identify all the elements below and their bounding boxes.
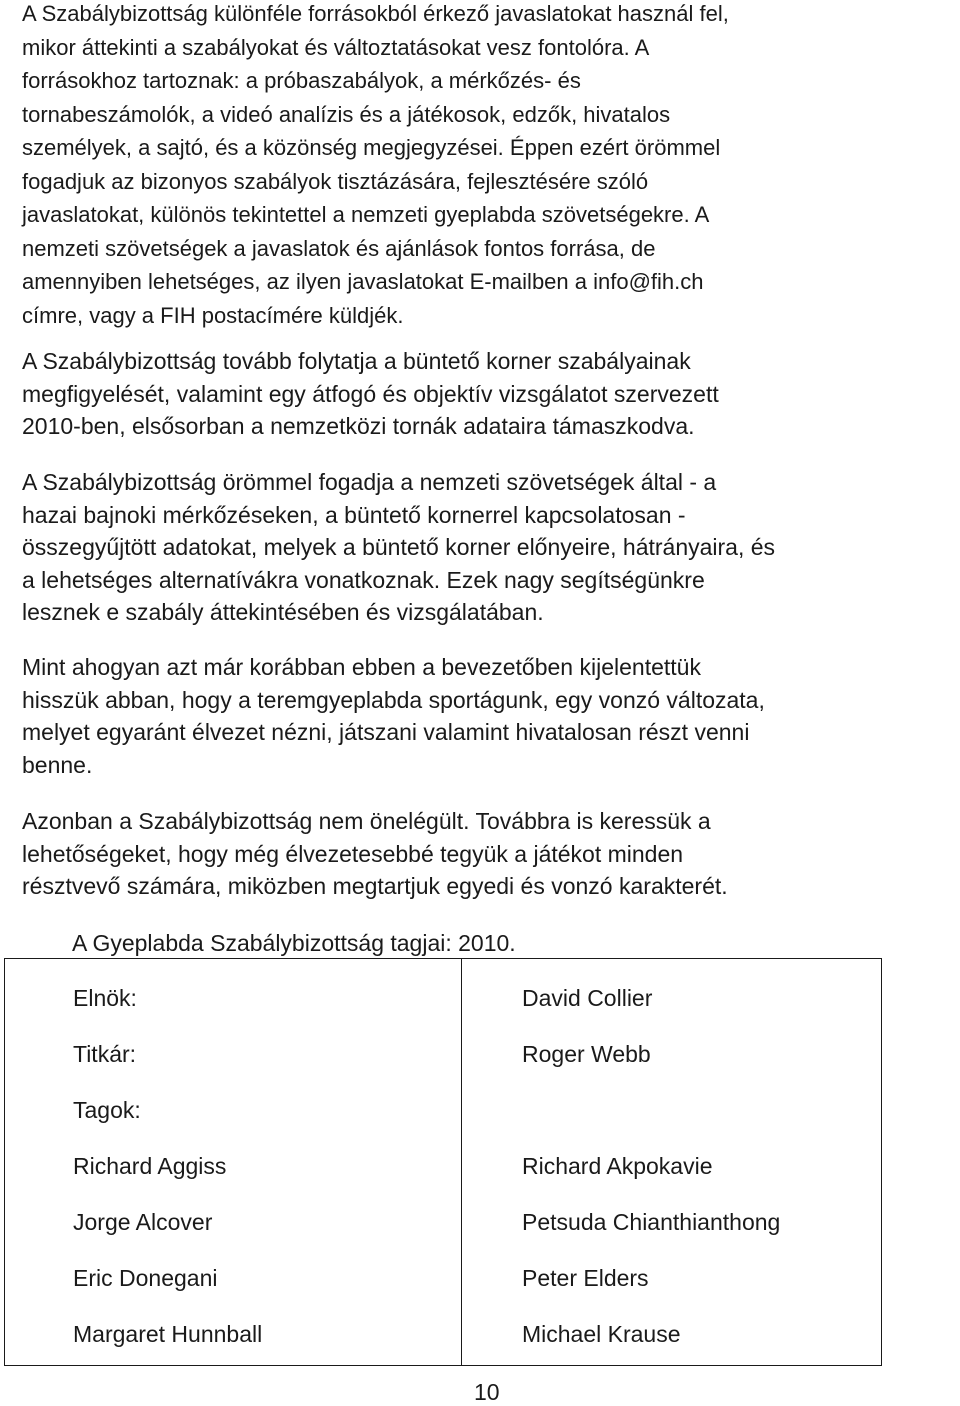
member-name: Peter Elders — [522, 1265, 649, 1291]
paragraph-suggestions-sources: A Szabálybizottság különféle forrásokból érkező javaslatokat használ fel, mikor áttekinti a szabályokat és változtatásokat vesz fontolóra. A forrásokhoz tartoznak: a próbaszabályok, a mérkőzés- és tornabeszámolók, a videó analízis és a játékosok, edzők, hivatalos személyek, a sajtó, és a közönség megjegyzései. Éppen ezért örömmel fogadjuk az bizonyos szabályok tisztázására, fejlesztésére szóló javaslatokat, különös tekintettel a nemzeti gyeplabda szövetségekre. A nemzeti szövetségek a javaslatok és ajánlások fontos forrása, de amennyiben lehetséges, az ilyen javaslatokat E-mailben a info@fih.ch címre, vagy a FIH postacímére küldjék. — [22, 1, 729, 328]
member-role-label: Titkár: — [73, 1041, 137, 1067]
paragraph-committee-not-complacent: Azonban a Szabálybizottság nem önelégült. Továbbra is keressük a lehetőségeket, hogy még élvezetesebbé tegyük a játékot minden résztvevő számára, miközben megtartjuk egyedi és vonzó karakterét. — [22, 808, 728, 899]
page-number: 10 — [474, 1379, 500, 1405]
members-table-divider — [461, 959, 462, 1365]
member-name: Jorge Alcover — [73, 1209, 213, 1235]
member-name: Richard Aggiss — [73, 1153, 227, 1179]
members-table — [4, 958, 882, 1366]
member-name: David Collier — [522, 985, 653, 1011]
members-table-title: A Gyeplabda Szabálybizottság tagjai: 2010. — [72, 930, 516, 956]
member-role-label: Tagok: — [73, 1097, 141, 1123]
member-name: Eric Donegani — [73, 1265, 218, 1291]
member-name: Margaret Hunnball — [73, 1321, 263, 1347]
paragraph-national-data-request: A Szabálybizottság örömmel fogadja a nemzeti szövetségek által - a hazai bajnoki mérkőzéseken, a büntető kornerrel kapcsolatosan - összegyűjtött adatokat, melyek a büntető korner előnyeire, hátrányaira, és a lehetséges alternatívákra vonatkoznak. Ezek nagy segítségünkre lesznek e szabály áttekintésében és vizsgálatában. — [22, 469, 776, 625]
member-name: Michael Krause — [522, 1321, 681, 1347]
member-name: Roger Webb — [522, 1041, 651, 1067]
paragraph-penalty-corner-monitoring: A Szabálybizottság tovább folytatja a büntető korner szabályainak megfigyelését, valamint egy átfogó és objektív vizsgálatot szervezett 2010-ben, elsősorban a nemzetközi tornák adataira támaszkodva. — [22, 348, 719, 439]
paragraph-indoor-hockey-belief: Mint ahogyan azt már korábban ebben a bevezetőben kijelentettük hisszük abban, hogy a teremgyeplabda sportágunk, egy vonzó változata, melyet egyaránt élvezet nézni, játszani valamint hivatalosan részt venni benne. — [22, 654, 765, 778]
member-name: Petsuda Chianthianthong — [522, 1209, 781, 1235]
member-name: Richard Akpokavie — [522, 1153, 713, 1179]
member-role-label: Elnök: — [73, 985, 137, 1011]
